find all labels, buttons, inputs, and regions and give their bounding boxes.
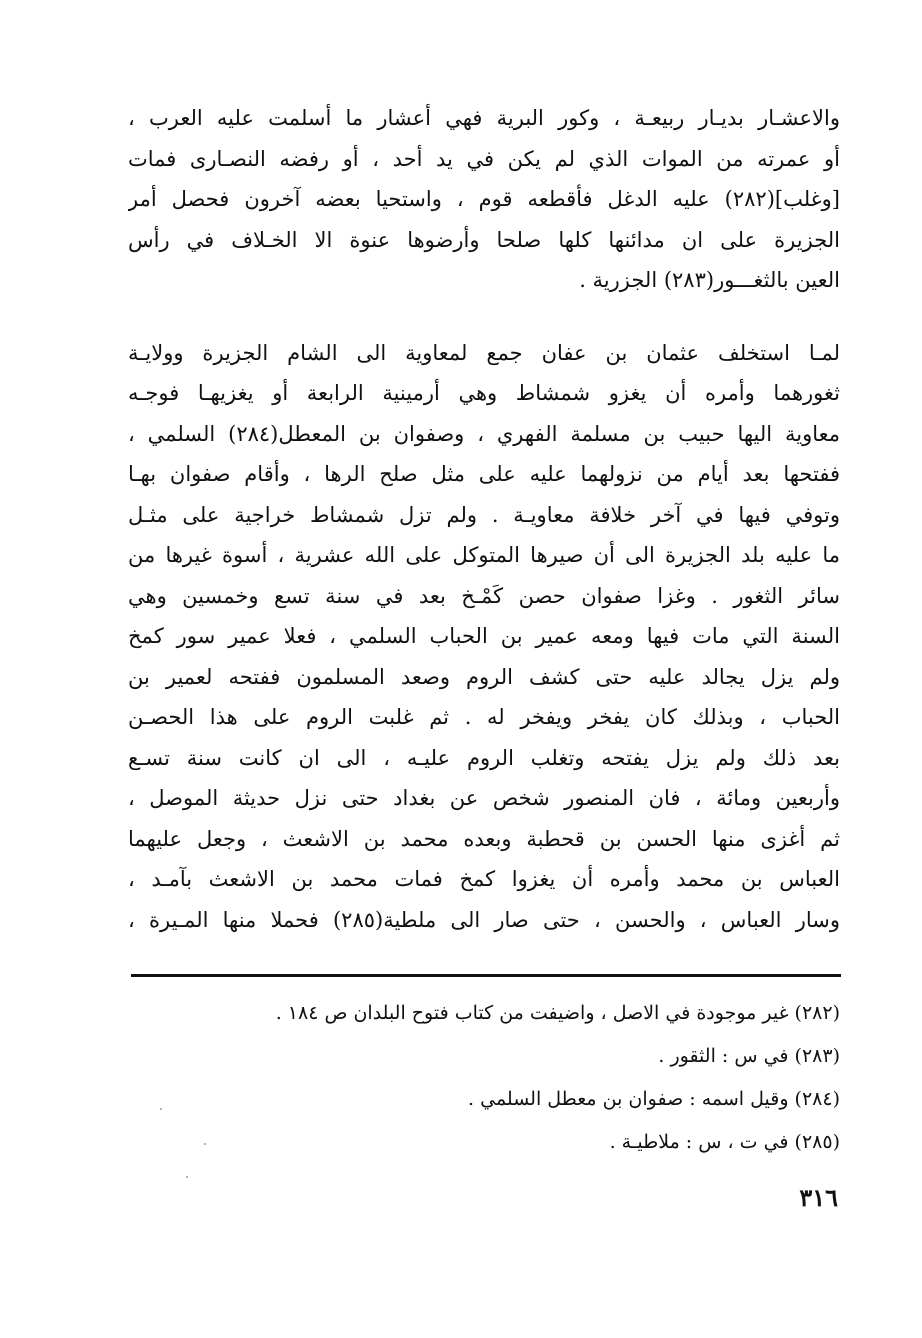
text-line: [وغلب](٢٨٢) عليه الدغل فأقطعه قوم ، واستحيا بعضه آخرون فحصل أمر	[128, 187, 840, 211]
text-line: العين بالثغـــور(٢٨٣) الجزرية .	[579, 268, 840, 292]
text-line: معاوية اليها حبيب بن مسلمة الفهري ، وصفوان بن المعطل(٢٨٤) السلمي ،	[128, 421, 840, 446]
footnote: (٢٨٢) غير موجودة في الاصل ، واضيفت من كتاب فتوح البلدان ص ١٨٤ .	[275, 1002, 840, 1024]
footnote: (٢٨٤) وقيل اسمه : صفوان بن معطل السلمي .	[468, 1088, 840, 1110]
text-line: وأربعين ومائة ، فان المنصور شخص عن بغداد حتى نزل حديثة الموصل ،	[128, 786, 840, 810]
text-line: ثم أغزى منها الحسن بن قحطبة وبعده محمد بن الاشعث ، وجعل عليهما	[128, 826, 840, 851]
text-line: ما عليه بلد الجزيرة الى أن صيرها المتوكل على الله عشرية ، أسوة غيرها من	[128, 543, 840, 567]
text-line: العباس بن محمد وأمره أن يغزوا كمخ فمات محمد بن الاشعث بآمـد ،	[128, 867, 840, 891]
footnote: (٢٨٥) في ت ، س : ملاطيـة .	[609, 1131, 840, 1153]
text-line: ولم يزل يجالد عليه حتى كشف الروم وصعد المسلمون ففتحه لعمير بن	[128, 664, 840, 689]
paragraph-gap	[128, 301, 840, 333]
text-line: سائر الثغور . وغزا صفوان حصن كَمْـخ بعد في سنة تسع وخمسين وهي	[128, 583, 840, 608]
footnotes	[128, 992, 840, 1164]
text-line: ففتحها بعد أيام من نزولهما عليه على مثل صلح الرها ، وأقام صفوان بهـا	[128, 462, 840, 486]
main-text	[128, 98, 840, 940]
footnote-separator	[131, 974, 841, 977]
text-line: والاعشـار بديـار ربيعـة ، وكور البرية فهي أعشار ما أسلمت عليه العرب ،	[128, 106, 840, 130]
page-number: ٣١٦	[799, 1183, 838, 1212]
text-line: أو عمرته من الموات الذي لم يكن في يد أحد ، أو رفضه النصـارى فمات	[128, 146, 840, 171]
text-line: الجزيرة على ان مدائنها كلها صلحا وأرضوها عنوة الا الخـلاف في رأس	[128, 227, 840, 252]
text-line: الحباب ، وبذلك كان يفخر ويفخر له . ثم غلبت الروم على هذا الحصـن	[128, 705, 840, 729]
footnote: (٢٨٣) في س : الثقور .	[658, 1045, 840, 1067]
text-line: السنة التي مات فيها ومعه عمير بن الحباب السلمي ، فعلا عمير سور كمخ	[128, 624, 840, 648]
scan-speck	[160, 1108, 162, 1110]
text-line: لمـا استخلف عثمان بن عفان جمع لمعاوية الى الشام الجزيرة وولايـة	[128, 340, 840, 365]
text-line: ثغورهما وأمره أن يغزو شمشاط وهي أرمينية الرابعة أو يغزيهـا فوجـه	[128, 381, 840, 405]
scan-speck	[204, 1143, 206, 1145]
text-line: وسار العباس ، والحسن ، حتى صار الى ملطية(٢٨٥) فحملا منها المـيرة ،	[128, 907, 840, 932]
scan-speck	[186, 1176, 188, 1178]
text-line: وتوفي فيها في آخر خلافة معاويـة . ولم تزل شمشاط خراجية على مثـل	[128, 502, 840, 527]
text-line: بعد ذلك ولم يزل يفتحه وتغلب الروم عليـه ، الى ان كانت سنة تسـع	[128, 745, 840, 770]
